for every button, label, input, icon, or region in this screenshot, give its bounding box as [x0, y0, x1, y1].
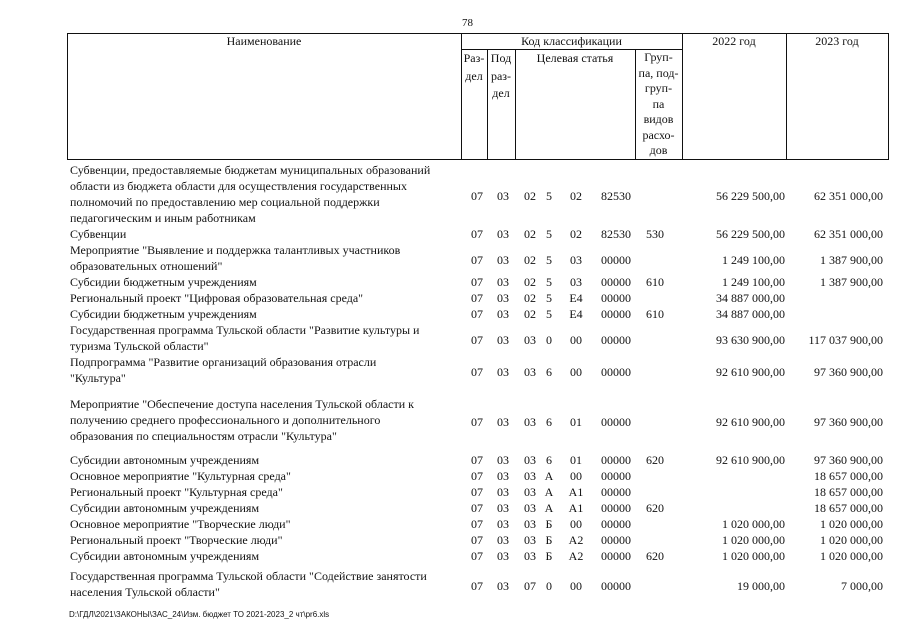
table-row	[0, 568, 905, 600]
row-name: Региональный проект "Культурная среда"	[70, 485, 283, 499]
row-value-2022: 56 229 500,00	[716, 227, 785, 241]
row-code-1: 03	[497, 501, 509, 515]
row-code-2: 03	[524, 453, 536, 467]
row-code-1: 03	[497, 189, 509, 203]
row-code-3: 5	[546, 307, 552, 321]
row-code-2: 02	[524, 275, 536, 289]
row-value-2023: 117 037 900,00	[808, 333, 883, 347]
row-name: Основное мероприятие "Культурная среда"	[70, 469, 291, 483]
row-code-0: 07	[471, 549, 483, 563]
row-code-6: 620	[646, 453, 664, 467]
row-code-0: 07	[471, 579, 483, 593]
row-value-2022: 1 020 000,00	[722, 533, 785, 547]
row-code-5: 00000	[601, 485, 631, 499]
row-code-0: 07	[471, 307, 483, 321]
row-code-0: 07	[471, 227, 483, 241]
table-row	[0, 396, 905, 444]
row-name: Мероприятие "Обеспечение доступа населения Тульской области к получению среднего профессионального и дополнительного образования по специальностям отрасли "Культура"	[70, 397, 415, 443]
row-value-2023: 7 000,00	[841, 579, 883, 593]
row-code-1: 03	[497, 485, 509, 499]
row-code-3: 6	[546, 365, 552, 379]
row-code-1: 03	[497, 533, 509, 547]
row-code-3: Б	[545, 549, 553, 563]
page-number: 78	[462, 17, 473, 29]
row-code-6: 620	[646, 549, 664, 563]
row-code-1: 03	[497, 469, 509, 483]
row-code-2: 03	[524, 533, 536, 547]
row-code-3: 6	[546, 453, 552, 467]
row-name: Субсидии автономным учреждениям	[70, 453, 260, 467]
row-name: Субвенции	[70, 227, 127, 241]
row-code-3: 0	[546, 333, 552, 347]
row-code-5: 00000	[601, 549, 631, 563]
row-code-1: 03	[497, 579, 509, 593]
row-code-4: Е4	[569, 291, 583, 305]
header-year-2022: 2022 год	[712, 34, 756, 48]
row-value-2022: 1 249 100,00	[722, 253, 785, 267]
row-code-5: 00000	[601, 453, 631, 467]
row-name: Субсидии бюджетным учреждениям	[70, 307, 257, 321]
row-code-4: 01	[570, 453, 582, 467]
table-row	[0, 452, 905, 468]
row-code-3: А	[544, 501, 554, 515]
row-code-4: А2	[568, 549, 584, 563]
row-code-5: 00000	[601, 517, 631, 531]
row-code-0: 07	[471, 501, 483, 515]
row-code-4: А1	[568, 501, 584, 515]
table-row	[0, 468, 905, 484]
row-code-0: 07	[471, 275, 483, 289]
table-row	[0, 242, 905, 274]
row-name: Основное мероприятие "Творческие люди"	[70, 517, 291, 531]
row-code-3: А	[544, 469, 554, 483]
header-code-group: Код классификации	[521, 34, 622, 48]
row-code-4: 03	[570, 253, 582, 267]
row-code-2: 03	[524, 517, 536, 531]
row-code-1: 03	[497, 517, 509, 531]
row-code-1: 03	[497, 253, 509, 267]
row-code-2: 03	[524, 549, 536, 563]
row-code-5: 00000	[601, 579, 631, 593]
row-code-1: 03	[497, 333, 509, 347]
row-value-2022: 92 610 900,00	[716, 453, 785, 467]
row-code-3: 5	[546, 253, 552, 267]
row-code-0: 07	[471, 189, 483, 203]
row-code-5: 00000	[601, 253, 631, 267]
row-name: Мероприятие "Выявление и поддержка талантливых участников образовательных отношений"	[70, 243, 401, 273]
row-code-4: А1	[568, 485, 584, 499]
row-code-6: 610	[646, 275, 664, 289]
table-row	[0, 274, 905, 290]
row-value-2022: 1 020 000,00	[722, 517, 785, 531]
header-name: Наименование	[226, 34, 302, 48]
row-value-2022: 92 610 900,00	[716, 365, 785, 379]
row-code-2: 02	[524, 253, 536, 267]
row-code-0: 07	[471, 485, 483, 499]
row-code-5: 00000	[601, 469, 631, 483]
row-code-4: 00	[570, 469, 582, 483]
row-value-2022: 19 000,00	[737, 579, 785, 593]
row-code-4: А2	[568, 533, 584, 547]
row-code-4: 00	[570, 365, 582, 379]
row-name: Субсидии бюджетным учреждениям	[70, 275, 257, 289]
row-code-5: 82530	[601, 227, 631, 241]
row-value-2023: 97 360 900,00	[814, 415, 883, 429]
row-value-2022: 1 249 100,00	[722, 275, 785, 289]
table-row	[0, 322, 905, 354]
row-value-2023: 1 020 000,00	[820, 517, 883, 531]
row-value-2023: 62 351 000,00	[814, 189, 883, 203]
row-code-0: 07	[471, 291, 483, 305]
row-code-5: 00000	[601, 365, 631, 379]
row-value-2023: 1 387 900,00	[820, 253, 883, 267]
row-code-5: 00000	[601, 501, 631, 515]
row-code-5: 00000	[601, 333, 631, 347]
header-razdel: Раз- дел	[463, 51, 485, 83]
row-code-1: 03	[497, 415, 509, 429]
row-code-0: 07	[471, 469, 483, 483]
row-code-5: 00000	[601, 415, 631, 429]
row-name: Региональный проект "Цифровая образовательная среда"	[70, 291, 364, 305]
row-code-0: 07	[471, 415, 483, 429]
row-code-4: 02	[570, 227, 582, 241]
row-code-4: 00	[570, 517, 582, 531]
table-row	[0, 516, 905, 532]
row-code-2: 03	[524, 469, 536, 483]
row-code-1: 03	[497, 453, 509, 467]
row-value-2023: 18 657 000,00	[814, 485, 883, 499]
row-code-2: 07	[524, 579, 536, 593]
row-code-0: 07	[471, 333, 483, 347]
row-code-1: 03	[497, 275, 509, 289]
table-row	[0, 354, 905, 386]
table-row	[0, 500, 905, 516]
header-year-2023: 2023 год	[815, 34, 859, 48]
row-code-4: 01	[570, 415, 582, 429]
row-value-2023: 97 360 900,00	[814, 453, 883, 467]
row-code-3: 5	[546, 189, 552, 203]
row-code-2: 03	[524, 501, 536, 515]
row-code-2: 02	[524, 291, 536, 305]
row-code-6: 620	[646, 501, 664, 515]
row-code-2: 03	[524, 333, 536, 347]
header-target: Целевая статья	[536, 51, 614, 65]
row-code-3: А	[544, 485, 554, 499]
row-code-2: 03	[524, 365, 536, 379]
row-code-6: 530	[646, 227, 664, 241]
row-code-3: 6	[546, 415, 552, 429]
row-code-2: 02	[524, 307, 536, 321]
row-code-0: 07	[471, 533, 483, 547]
table-row	[0, 226, 905, 242]
row-code-4: Е4	[569, 307, 583, 321]
row-code-3: 0	[546, 579, 552, 593]
row-code-1: 03	[497, 549, 509, 563]
row-value-2022: 34 887 000,00	[716, 307, 785, 321]
row-code-2: 03	[524, 415, 536, 429]
row-value-2023: 97 360 900,00	[814, 365, 883, 379]
file-path-footer: D:\ГДЛ\2021\ЗАКОНЫ\ЗАС_24\Изм. бюджет ТО 2021-2023_2 чт\pr6.xls	[69, 610, 330, 619]
table-row	[0, 532, 905, 548]
row-value-2023: 1 020 000,00	[820, 549, 883, 563]
row-value-2022: 93 630 900,00	[716, 333, 785, 347]
table-row	[0, 290, 905, 306]
row-value-2022: 56 229 500,00	[716, 189, 785, 203]
row-name: Субсидии автономным учреждениям	[70, 549, 260, 563]
row-value-2023: 18 657 000,00	[814, 501, 883, 515]
row-code-3: 5	[546, 275, 552, 289]
row-value-2023: 1 020 000,00	[820, 533, 883, 547]
row-name: Субсидии автономным учреждениям	[70, 501, 260, 515]
row-value-2023: 62 351 000,00	[814, 227, 883, 241]
table-row	[0, 484, 905, 500]
row-code-0: 07	[471, 453, 483, 467]
table-row	[0, 548, 905, 564]
table-row	[0, 162, 905, 226]
row-code-4: 00	[570, 579, 582, 593]
row-code-4: 02	[570, 189, 582, 203]
row-code-0: 07	[471, 253, 483, 267]
row-code-3: Б	[545, 533, 553, 547]
row-code-5: 82530	[601, 189, 631, 203]
header-group: Груп- па, под- груп- па видов расхо- дов	[638, 50, 679, 157]
row-name: Подпрограмма "Развитие организаций образования отрасли "Культура"	[70, 355, 377, 385]
row-code-4: 00	[570, 333, 582, 347]
row-code-1: 03	[497, 227, 509, 241]
row-value-2022: 34 887 000,00	[716, 291, 785, 305]
row-code-0: 07	[471, 365, 483, 379]
row-value-2023: 18 657 000,00	[814, 469, 883, 483]
row-code-1: 03	[497, 365, 509, 379]
row-name: Государственная программа Тульской области "Содействие занятости населения Тульской области"	[70, 569, 427, 599]
row-code-5: 00000	[601, 307, 631, 321]
row-code-1: 03	[497, 291, 509, 305]
row-code-1: 03	[497, 307, 509, 321]
row-code-0: 07	[471, 517, 483, 531]
row-value-2022: 92 610 900,00	[716, 415, 785, 429]
row-code-5: 00000	[601, 275, 631, 289]
row-value-2023: 1 387 900,00	[820, 275, 883, 289]
row-name: Региональный проект "Творческие люди"	[70, 533, 283, 547]
row-code-2: 03	[524, 485, 536, 499]
header-podrazdel: Под раз- дел	[490, 51, 512, 100]
row-code-2: 02	[524, 227, 536, 241]
row-code-2: 02	[524, 189, 536, 203]
row-code-6: 610	[646, 307, 664, 321]
table-row	[0, 306, 905, 322]
row-name: Государственная программа Тульской области "Развитие культуры и туризма Тульской области"	[70, 323, 420, 353]
row-code-3: 5	[546, 291, 552, 305]
row-code-3: Б	[545, 517, 553, 531]
row-code-3: 5	[546, 227, 552, 241]
row-name: Субвенции, предоставляемые бюджетам муниципальных образований области из бюджета области для осуществления государственных полномочий по предоставлению мер социальной поддержки педагогическим и иным работникам	[70, 163, 431, 225]
row-code-5: 00000	[601, 533, 631, 547]
row-code-4: 03	[570, 275, 582, 289]
row-value-2022: 1 020 000,00	[722, 549, 785, 563]
row-code-5: 00000	[601, 291, 631, 305]
